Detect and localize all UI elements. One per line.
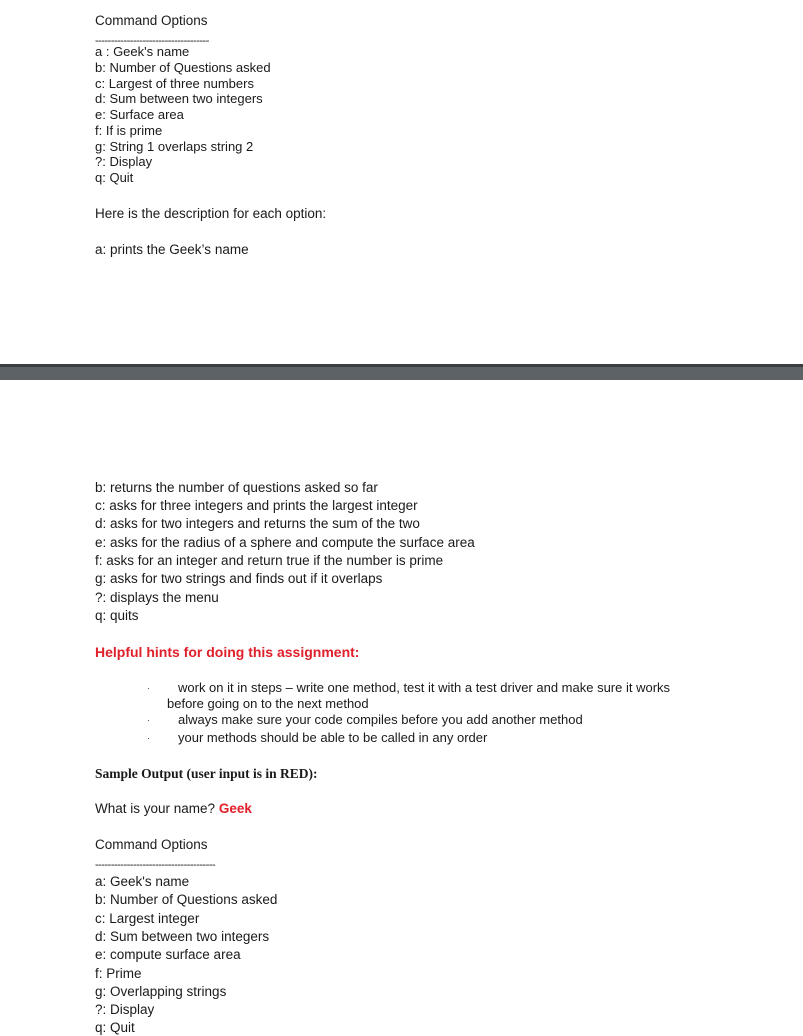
name-prompt-line <box>95 801 252 817</box>
name-prompt: What is your name? <box>95 801 216 816</box>
command-options-header: Command Options <box>95 13 208 28</box>
bullet-icon: · <box>147 715 150 725</box>
dash-divider: ------------------------------------ <box>95 37 209 45</box>
hint-1-line1: work on it in steps – write one method, test it with a test driver and make sure it works <box>178 680 671 695</box>
option-e: e: Surface area <box>95 107 184 122</box>
sample-option-f: f: Prime <box>95 966 142 981</box>
sample-command-options-header: Command Options <box>95 837 208 852</box>
sample-option-quit: q: Quit <box>95 1020 135 1035</box>
bullet-icon: · <box>147 733 150 743</box>
option-b: b: Number of Questions asked <box>95 60 271 75</box>
page-top <box>0 0 803 364</box>
sample-option-d: d: Sum between two integers <box>95 929 270 944</box>
sample-option-a: a: Geek's name <box>95 874 190 889</box>
option-quit: q: Quit <box>95 170 134 185</box>
description-intro: Here is the description for each option: <box>95 206 327 221</box>
sample-option-c: c: Largest integer <box>95 911 200 926</box>
description-a: a: prints the Geek’s name <box>95 242 249 257</box>
name-input-value: Geek <box>218 801 252 816</box>
bullet-icon: · <box>147 683 150 693</box>
option-display: ?: Display <box>95 154 153 169</box>
description-display: ?: displays the menu <box>95 590 219 605</box>
description-b: b: returns the number of questions asked so far <box>95 480 378 495</box>
option-a: a : Geek's name <box>95 44 190 59</box>
page-break-edge <box>0 364 803 367</box>
sample-option-display: ?: Display <box>95 1002 155 1017</box>
hint-3: your methods should be able to be called in any order <box>178 730 488 745</box>
sample-dash-divider: -------------------------------------- <box>95 861 216 869</box>
page-bottom <box>0 380 803 1035</box>
hints-title: Helpful hints for doing this assignment: <box>95 644 360 660</box>
description-g: g: asks for two strings and finds out if it overlaps <box>95 571 383 586</box>
hint-2: always make sure your code compiles before you add another method <box>178 712 583 727</box>
sample-option-b: b: Number of Questions asked <box>95 892 278 907</box>
sample-option-e: e: compute surface area <box>95 947 241 962</box>
description-d: d: asks for two integers and returns the sum of the two <box>95 516 420 531</box>
description-f: f: asks for an integer and return true if the number is prime <box>95 553 444 568</box>
description-quit: q: quits <box>95 608 139 623</box>
sample-option-g: g: Overlapping strings <box>95 984 227 999</box>
description-c: c: asks for three integers and prints the largest integer <box>95 498 418 513</box>
option-g: g: String 1 overlaps string 2 <box>95 139 254 154</box>
option-f: f: If is prime <box>95 123 163 138</box>
option-c: c: Largest of three numbers <box>95 76 254 91</box>
sample-output-title: Sample Output (user input is in RED): <box>95 766 318 781</box>
option-d: d: Sum between two integers <box>95 91 263 106</box>
description-e: e: asks for the radius of a sphere and compute the surface area <box>95 535 475 550</box>
hint-1-line2: before going on to the next method <box>167 696 369 711</box>
